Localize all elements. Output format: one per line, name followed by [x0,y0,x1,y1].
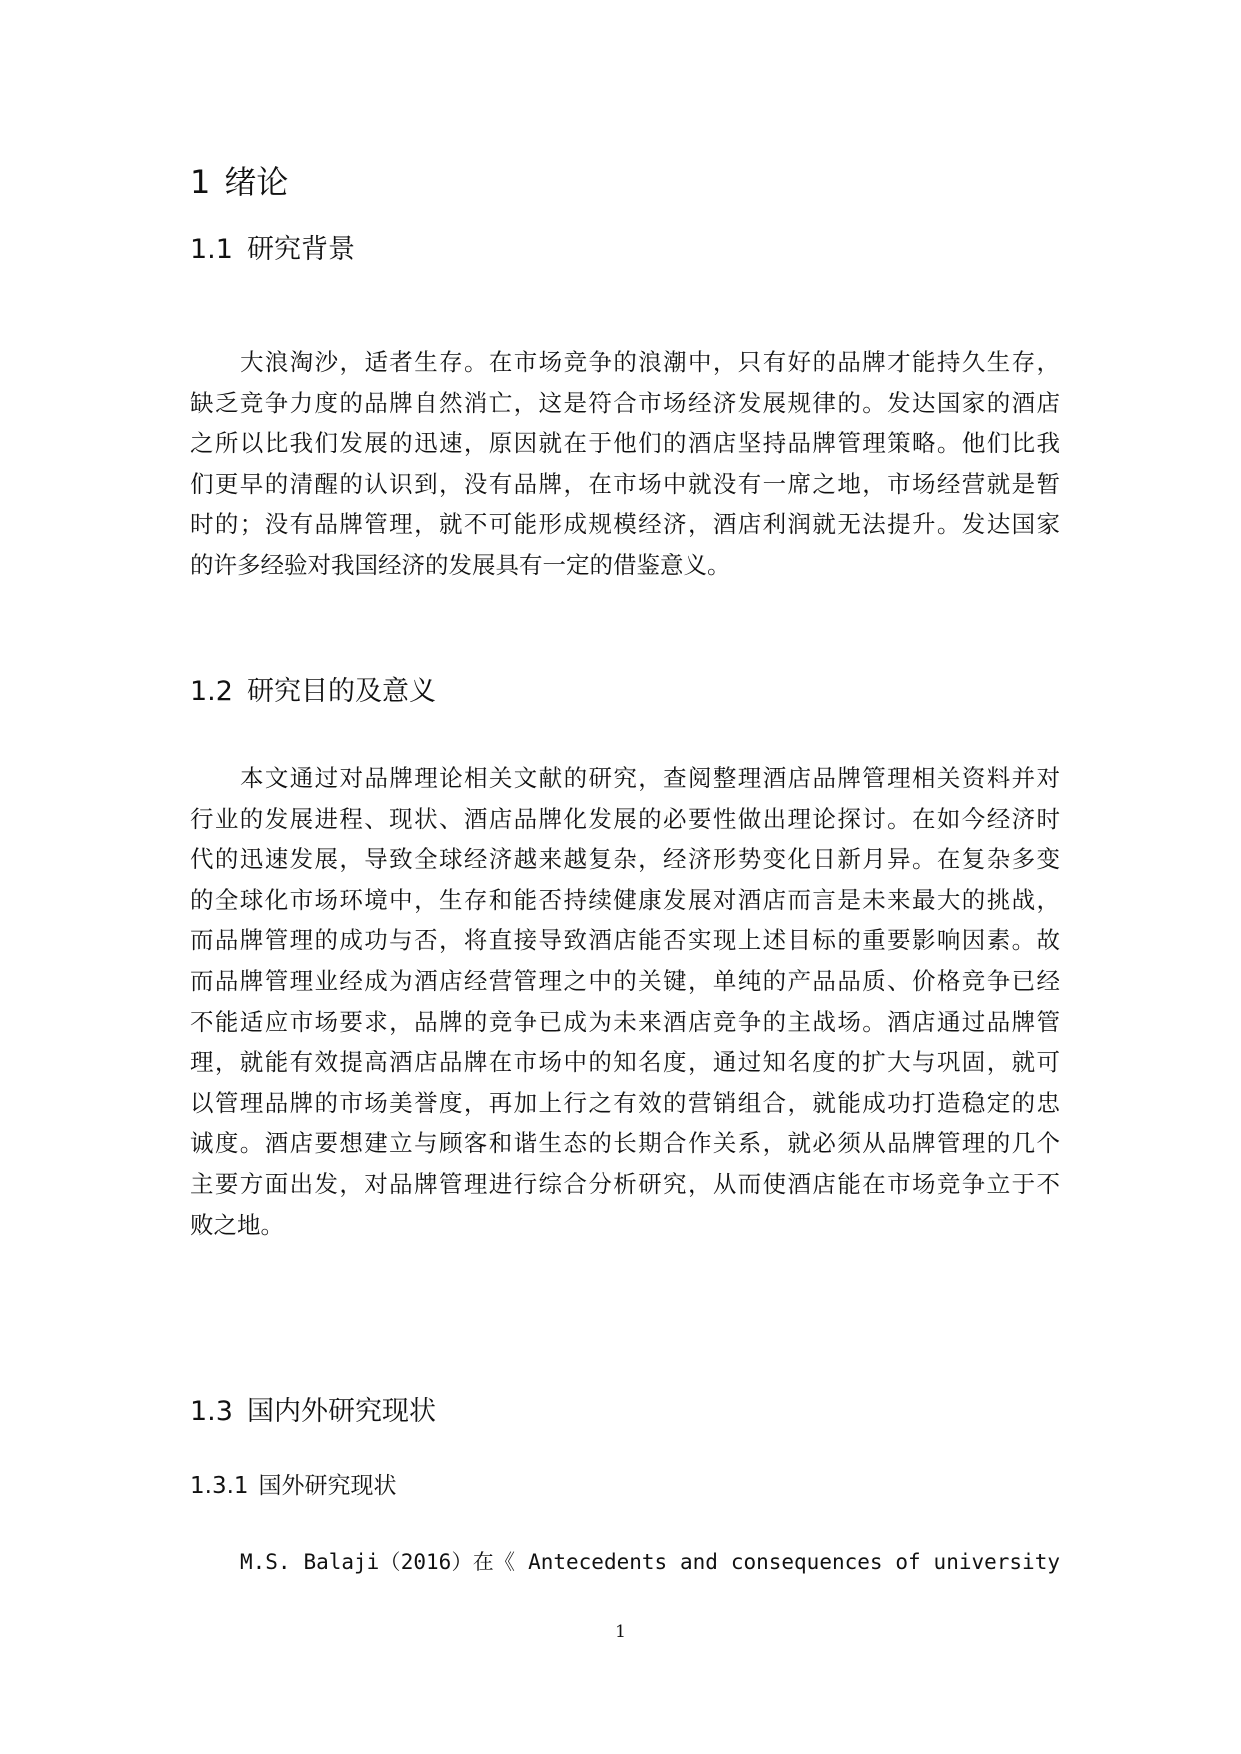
section-title: 研究目的及意义 [246,676,436,707]
paragraph-line: 不能适应市场要求，品牌的竞争已成为未来酒店竞争的主战场。酒店通过品牌管 [190,1007,1060,1036]
reference-text-line: M.S. Balaji（2016）在《 Antecedents and consequences of university [240,1550,1060,1574]
paragraph-line: 缺乏竞争力度的品牌自然消亡，这是符合市场经济发展规律的。发达国家的酒店 [190,388,1060,417]
subsection-title: 国外研究现状 [258,1473,397,1499]
paragraph-line: 大浪淘沙，适者生存。在市场竞争的浪潮中，只有好的品牌才能持久生存， [240,348,1060,376]
chapter-title: 绪论 [224,163,289,201]
section-title: 国内外研究现状 [246,1396,436,1427]
paragraph-line: 而品牌管理业经成为酒店经营管理之中的关键，单纯的产品品质、价格竞争已经 [190,966,1060,995]
paragraph-line: 败之地。 [190,1210,284,1239]
paragraph-line: 以管理品牌的市场美誉度，再加上行之有效的营销组合，就能成功打造稳定的忠 [190,1088,1060,1117]
section-heading-1-3 [190,1394,436,1430]
paragraph-line: 而品牌管理的成功与否，将直接导致酒店能否实现上述目标的重要影响因素。故 [190,926,1060,955]
paragraph-line: 代的迅速发展，导致全球经济越来越复杂，经济形势变化日新月异。在复杂多变 [190,845,1060,874]
paragraph-line: 的全球化市场环境中，生存和能否持续健康发展对酒店而言是未来最大的挑战， [190,885,1060,914]
section-number: 1.3 [190,1396,233,1427]
paragraph-line: 行业的发展进程、现状、酒店品牌化发展的必要性做出理论探讨。在如今经济时 [190,804,1060,833]
paragraph-line: 时的；没有品牌管理，就不可能形成规模经济，酒店利润就无法提升。发达国家 [190,510,1060,539]
paragraph-line: 的许多经验对我国经济的发展具有一定的借鉴意义。 [190,550,731,579]
section-number: 1.2 [190,676,233,707]
page-number: 1 [615,1622,626,1642]
paragraph-research-purpose [190,758,1060,1245]
section-heading-1-1 [190,232,355,268]
paragraph-line: 主要方面出发，对品牌管理进行综合分析研究，从而使酒店能在市场竞争立于不 [190,1169,1060,1198]
paragraph-line: 们更早的清醒的认识到，没有品牌，在市场中就没有一席之地，市场经营就是暂 [190,469,1060,498]
section-heading-1-2 [190,674,436,710]
chapter-heading [190,160,288,204]
paragraph-line: 之所以比我们发展的迅速，原因就在于他们的酒店坚持品牌管理策略。他们比我 [190,429,1060,458]
subsection-heading-1-3-1 [190,1470,397,1502]
paragraph-research-background [190,342,1060,586]
section-number: 1.1 [190,234,233,265]
section-title: 研究背景 [246,234,355,265]
paragraph-line: 诚度。酒店要想建立与顾客和谐生态的长期合作关系，就必须从品牌管理的几个 [190,1129,1060,1158]
subsection-number: 1.3.1 [190,1473,249,1499]
paragraph-line: 本文通过对品牌理论相关文献的研究，查阅整理酒店品牌管理相关资料并对 [240,764,1060,792]
chapter-number: 1 [190,163,211,201]
paragraph-line: 理，就能有效提高酒店品牌在市场中的知名度，通过知名度的扩大与巩固，就可 [190,1048,1060,1077]
